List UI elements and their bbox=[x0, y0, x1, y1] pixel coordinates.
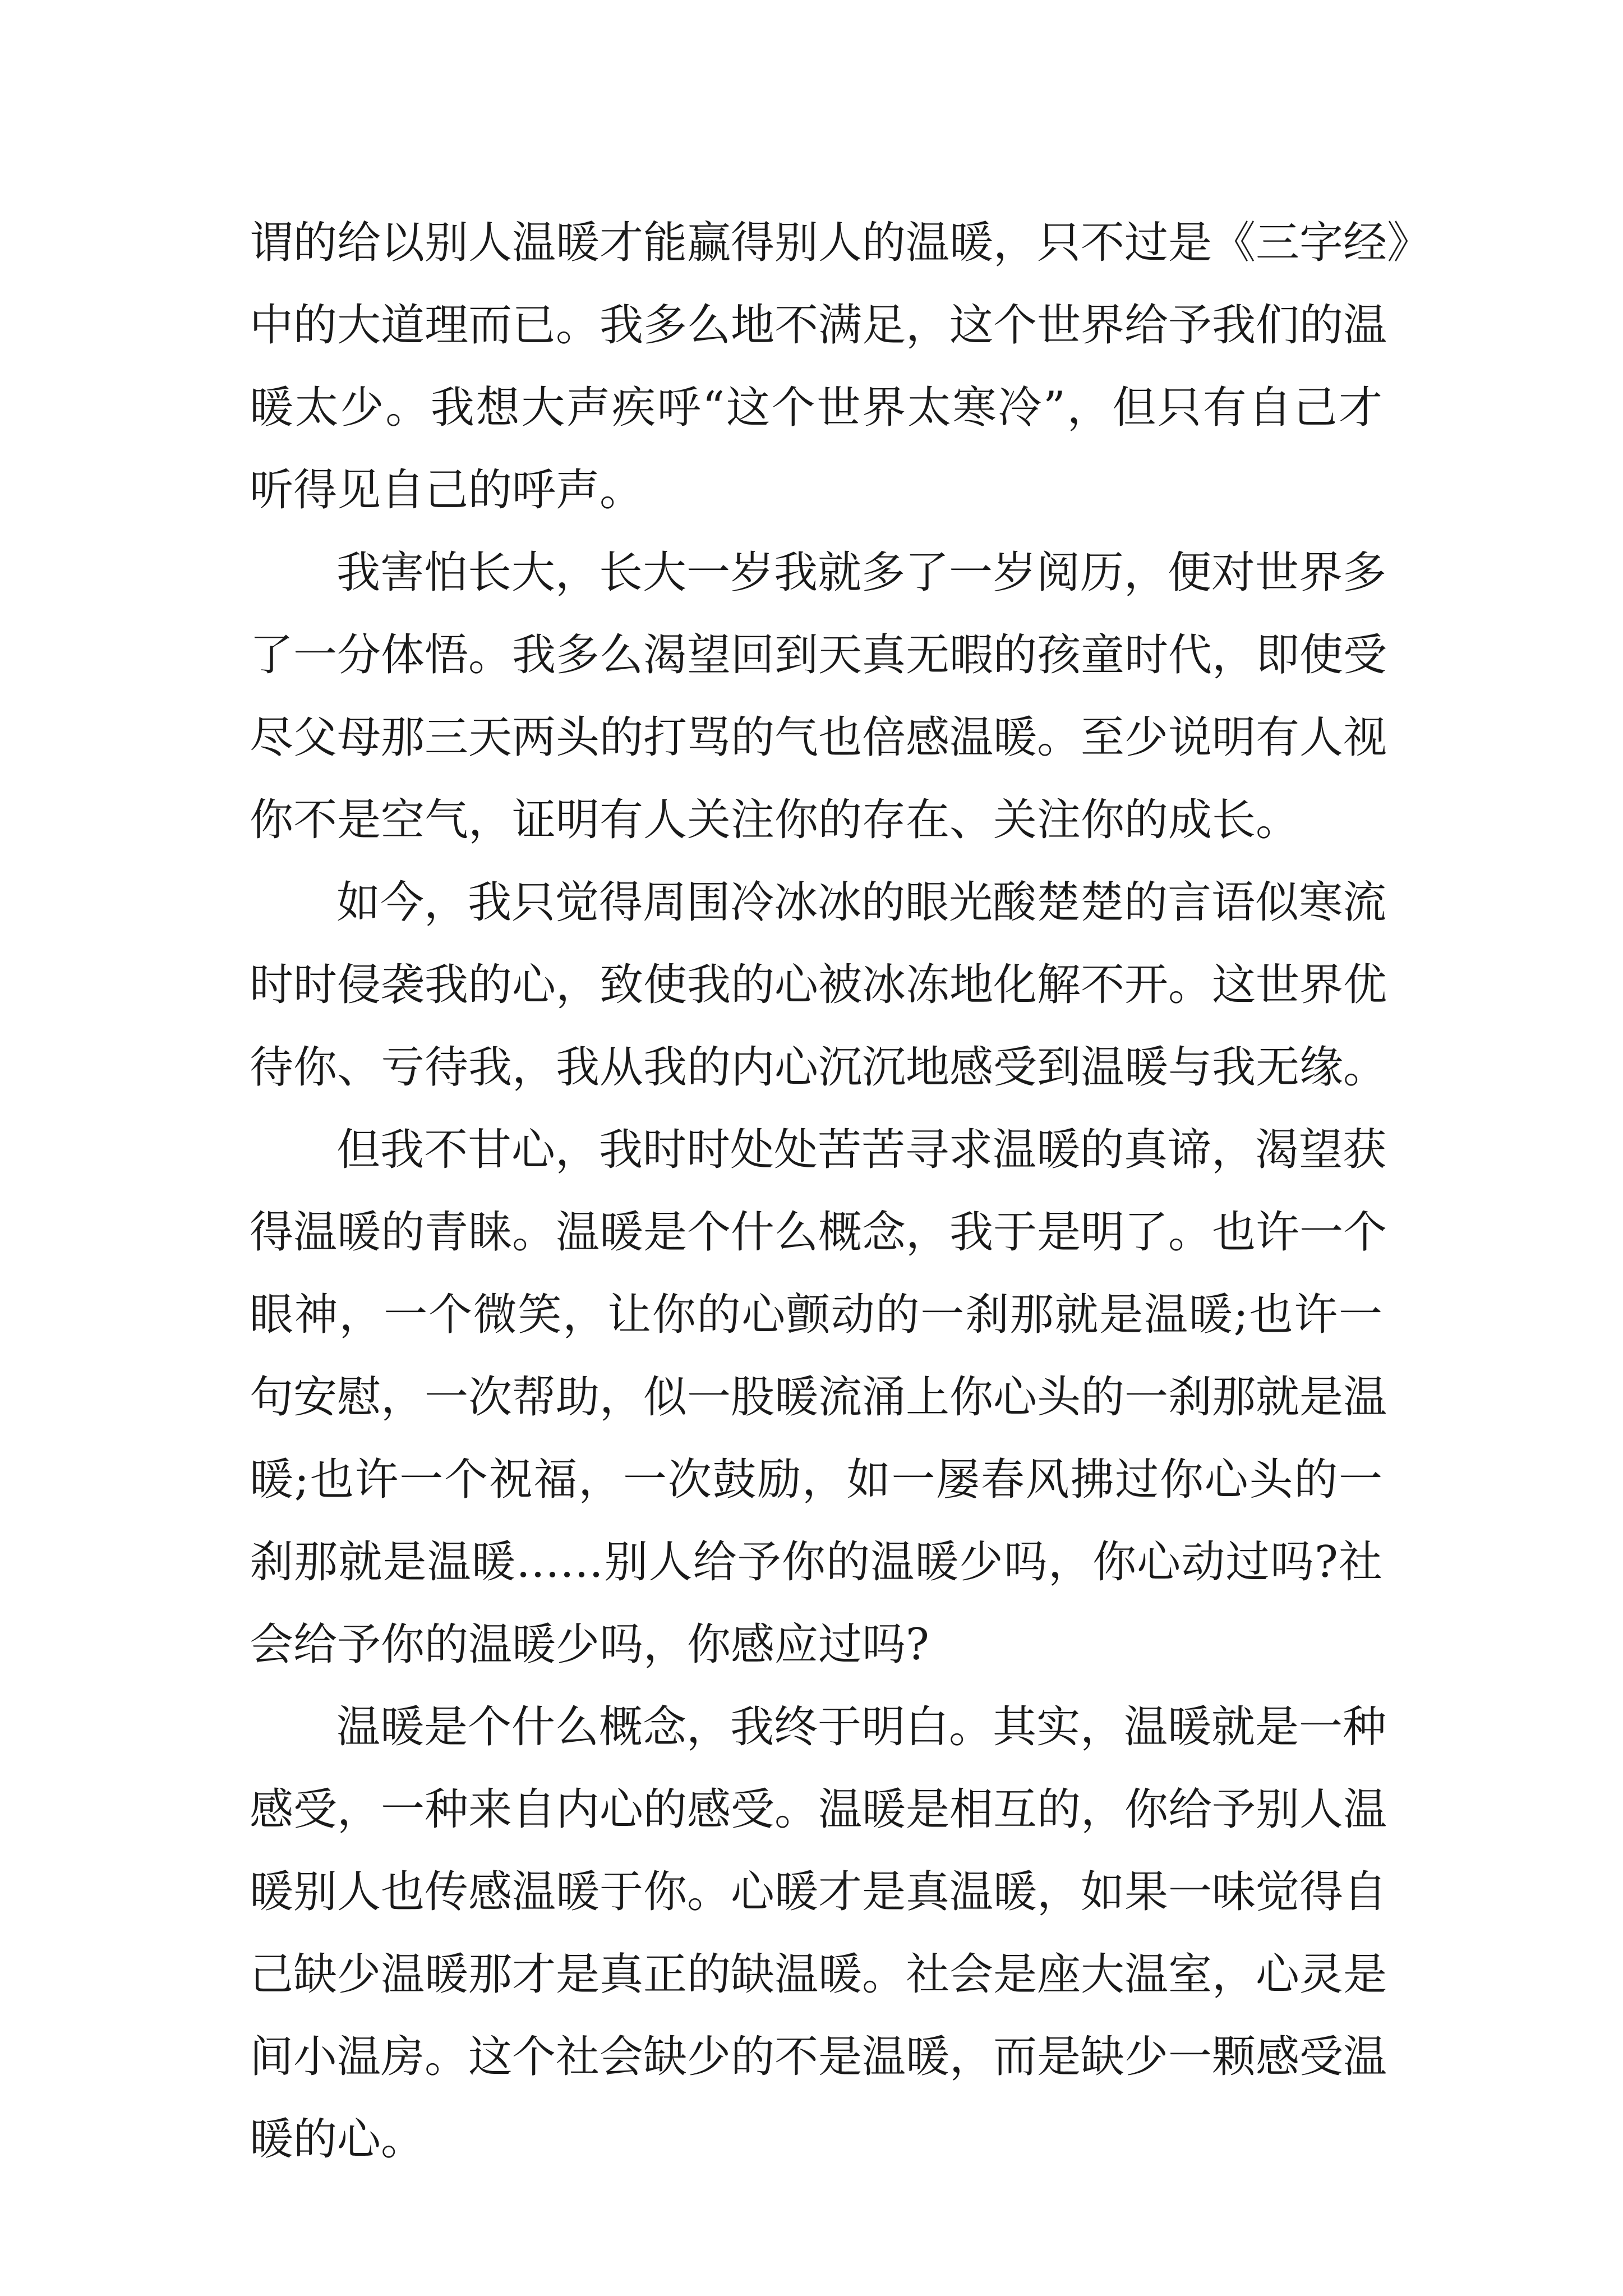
text-line: 暖的心。 bbox=[250, 2114, 425, 2165]
text-line: 暖太少。我想大声疾呼“这个世界太寒冷”，但只有自己才 bbox=[250, 383, 1382, 433]
text-line: 眼神，一个微笑，让你的心颤动的一刹那就是温暖;也许一 bbox=[250, 1290, 1382, 1340]
text-line: 中的大道理而已。我多么地不满足，这个世界给予我们的温 bbox=[250, 300, 1387, 351]
text-line: 了一分体悟。我多么渴望回到天真无暇的孩童时代，即使受 bbox=[250, 630, 1387, 680]
text-line: 句安慰，一次帮助，似一股暖流涌上你心头的一刹那就是温 bbox=[250, 1372, 1387, 1423]
paragraph-start-line: 我害怕长大，长大一岁我就多了一岁阅历，便对世界多 bbox=[336, 547, 1387, 598]
text-line: 暖别人也传感温暖于你。心暖才是真温暖，如果一味觉得自 bbox=[250, 1867, 1387, 1917]
text-line: 尽父母那三天两头的打骂的气也倍感温暖。至少说明有人视 bbox=[250, 712, 1387, 763]
text-line: 你不是空气，证明有人关注你的存在、关注你的成长。 bbox=[250, 795, 1300, 845]
text-line: 暖;也许一个祝福，一次鼓励，如一屡春风拂过你心头的一 bbox=[250, 1455, 1382, 1505]
text-line: 会给予你的温暖少吗，你感应过吗? bbox=[250, 1619, 929, 1670]
text-line: 己缺少温暖那才是真正的缺温暖。社会是座大温室，心灵是 bbox=[250, 1949, 1387, 2000]
text-line: 听得见自己的呼声。 bbox=[250, 465, 644, 516]
paragraph-start-line: 温暖是个什么概念，我终于明白。其实，温暖就是一种 bbox=[336, 1702, 1387, 1752]
text-line: 间小温房。这个社会缺少的不是温暖，而是缺少一颗感受温 bbox=[250, 2032, 1387, 2082]
text-line: 待你、亏待我，我从我的内心沉沉地感受到温暖与我无缘。 bbox=[250, 1042, 1387, 1093]
text-line: 得温暖的青睐。温暖是个什么概念，我于是明了。也许一个 bbox=[250, 1207, 1387, 1258]
text-line: 刹那就是温暖……别人给予你的温暖少吗，你心动过吗?社 bbox=[250, 1537, 1382, 1588]
text-line: 感受，一种来自内心的感受。温暖是相互的，你给予别人温 bbox=[250, 1784, 1387, 1835]
paragraph-start-line: 但我不甘心，我时时处处苦苦寻求温暖的真谛，渴望获 bbox=[336, 1125, 1387, 1175]
text-line: 谓的给以别人温暖才能赢得别人的温暖，只不过是《三字经》 bbox=[250, 218, 1431, 268]
text-line: 时时侵袭我的心，致使我的心被冰冻地化解不开。这世界优 bbox=[250, 960, 1387, 1010]
paragraph-start-line: 如今，我只觉得周围冷冰冰的眼光酸楚楚的言语似寒流 bbox=[336, 877, 1387, 928]
